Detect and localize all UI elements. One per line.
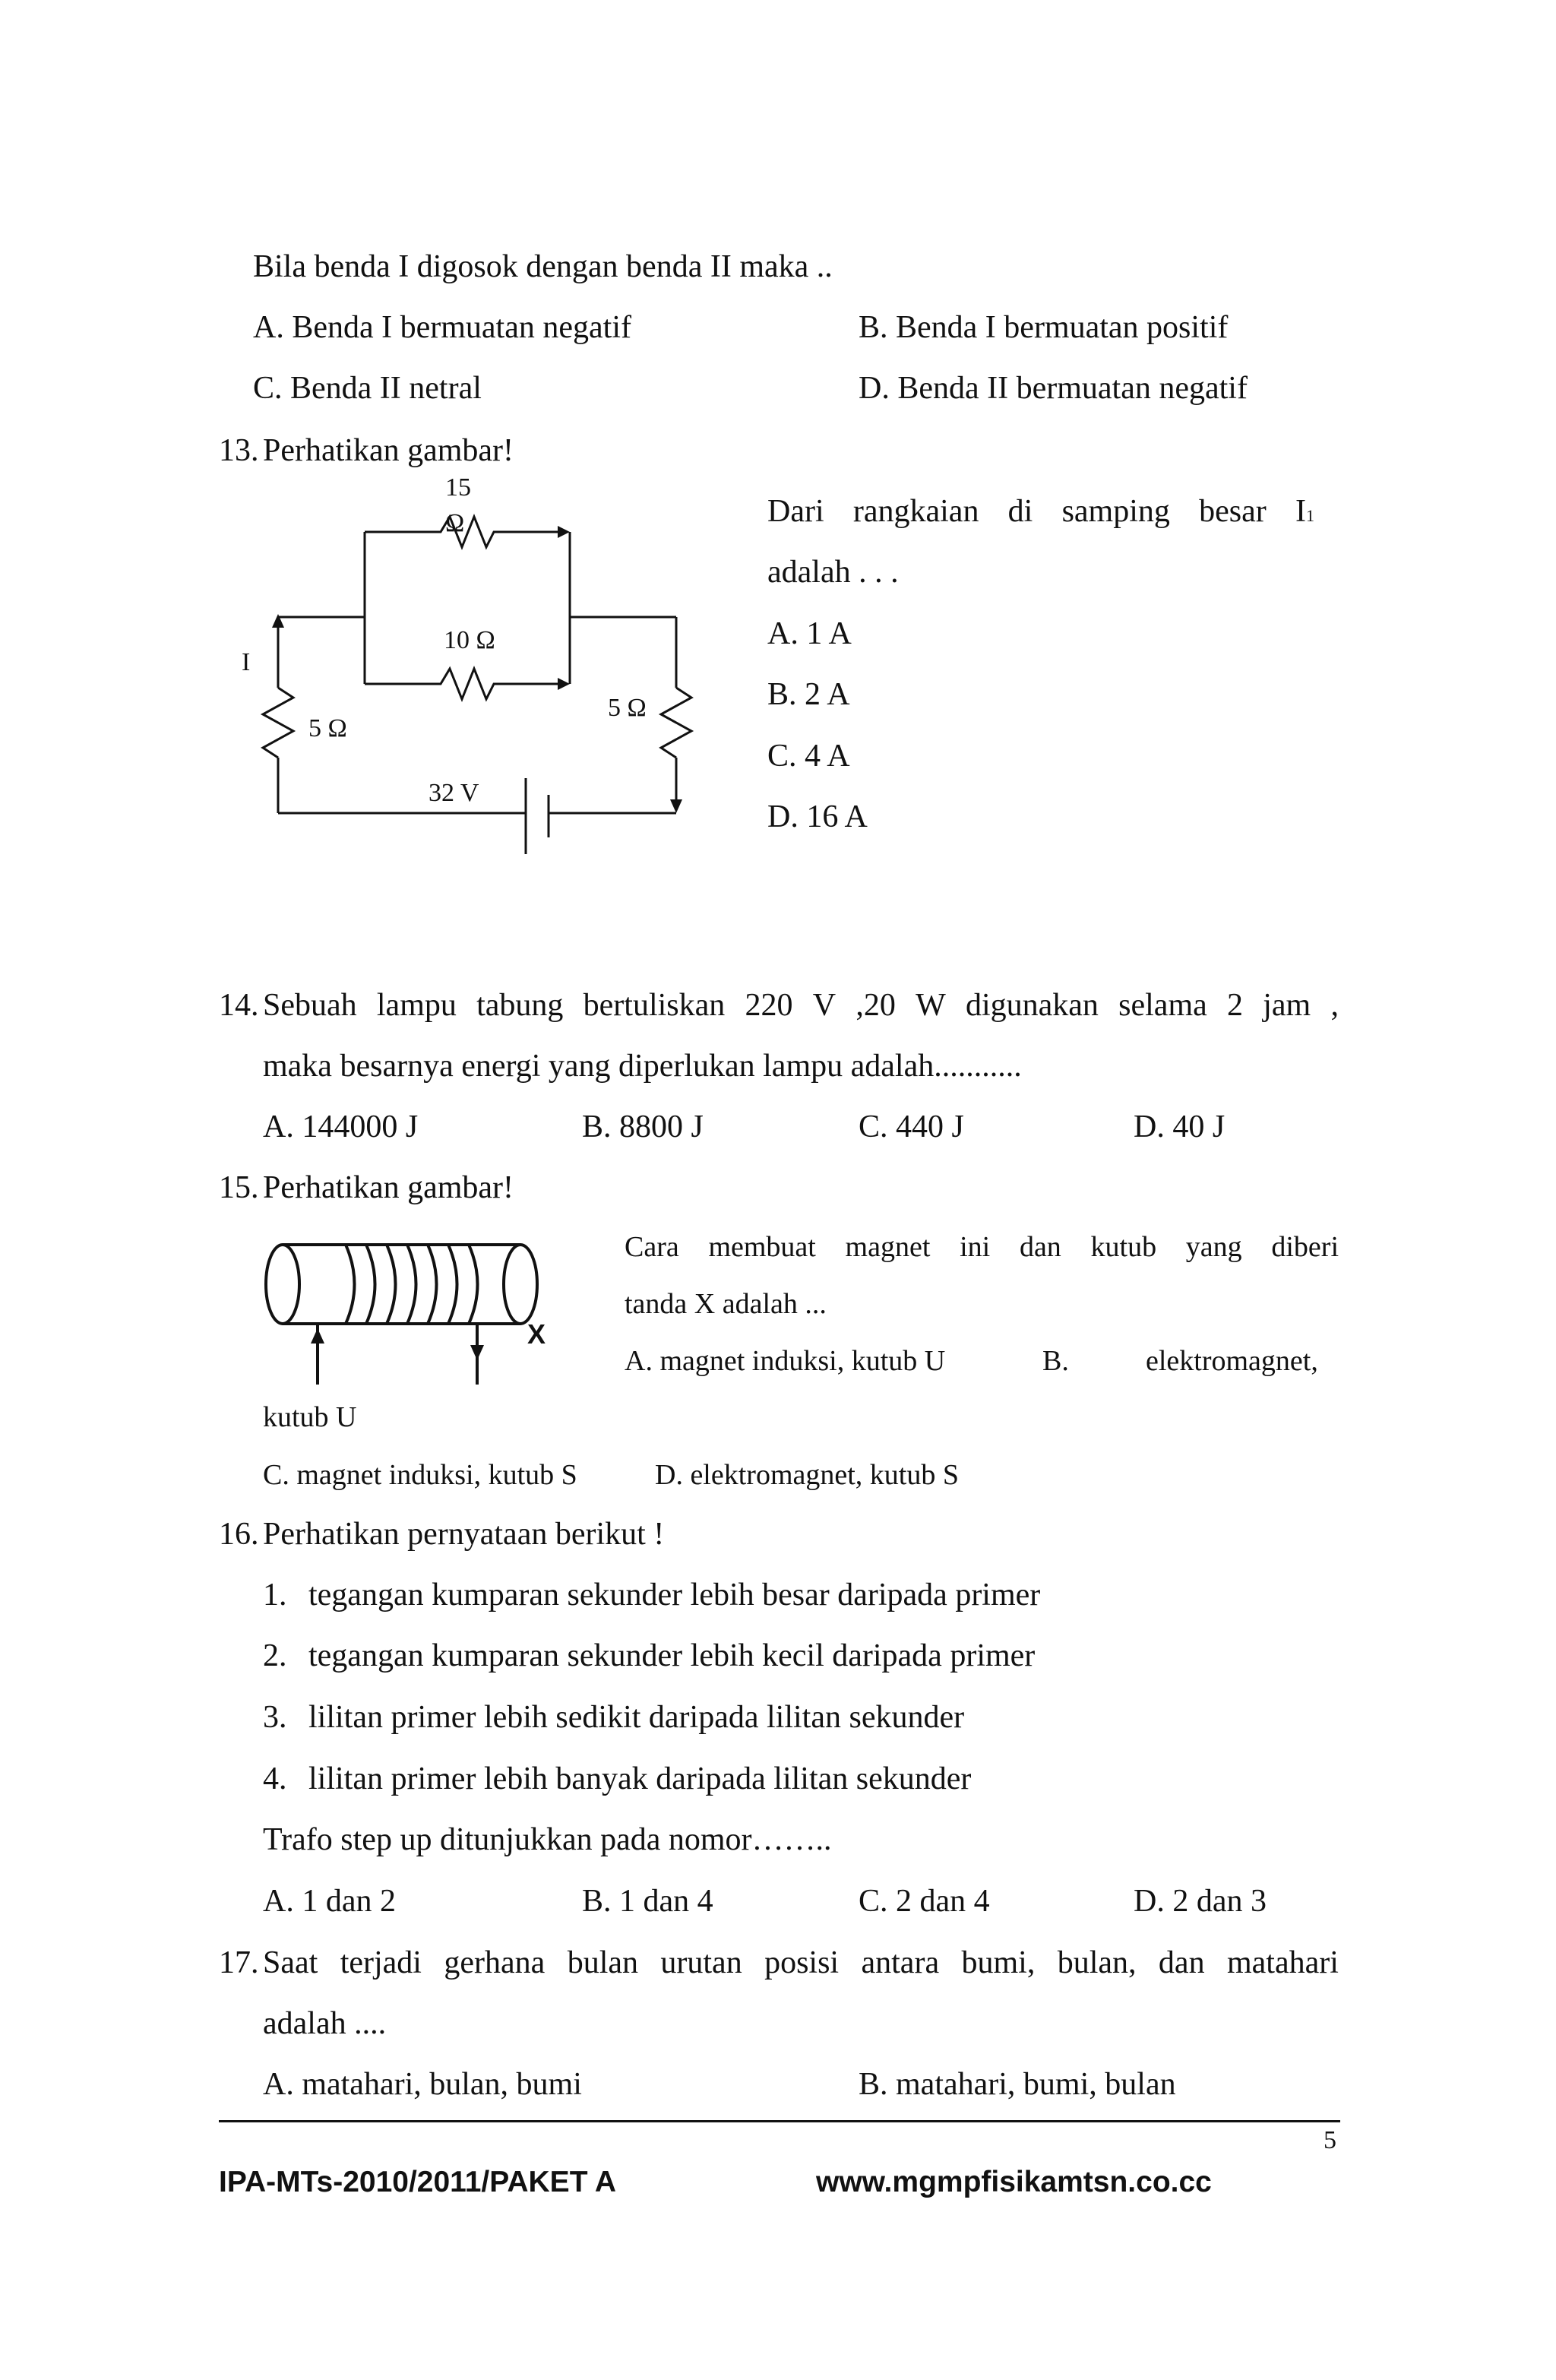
word: Cara <box>625 1231 679 1263</box>
word: kutub <box>1090 1231 1157 1263</box>
q13-label-ohm: Ω <box>445 509 465 537</box>
q15-option-d: D. elektromagnet, kutub S <box>655 1459 959 1491</box>
q13-prompt: Perhatikan gambar! <box>263 433 514 468</box>
word: dan <box>1158 1945 1205 1980</box>
word: samping <box>1061 494 1170 529</box>
q12-option-b: B. Benda I bermuatan positif <box>859 310 1229 345</box>
word: rangkaian <box>852 494 979 529</box>
q14-option-d: D. 40 J <box>1134 1109 1226 1144</box>
q13-option-a: A. 1 A <box>767 616 852 651</box>
q13-option-c: C. 4 A <box>767 739 850 774</box>
word: V <box>812 988 837 1023</box>
q15-desc-line2: tanda X adalah ... <box>625 1288 827 1320</box>
q16-statement-number: 3. <box>263 1700 287 1735</box>
coil-winding <box>346 1245 355 1324</box>
q16-statement-text: lilitan primer lebih banyak daripada lilitan sekunder <box>308 1761 972 1796</box>
q15-desc-line1 <box>625 1233 1339 1261</box>
arrow-down-icon <box>470 1345 484 1360</box>
q12-option-a: A. Benda I bermuatan negatif <box>253 310 631 345</box>
q12-stem: Bila benda I digosok dengan benda II maka .. <box>253 249 833 284</box>
q13-label-15: 15 <box>445 473 471 502</box>
word: Saat <box>263 1945 318 1980</box>
coil-winding <box>407 1245 416 1324</box>
q16-statement-number: 4. <box>263 1761 287 1796</box>
coil-winding <box>387 1245 396 1324</box>
word: bulan <box>567 1945 638 1980</box>
coil-winding <box>448 1245 457 1324</box>
q16-statement-number: 1. <box>263 1578 287 1613</box>
q14-option-a: A. 144000 J <box>263 1109 419 1144</box>
word: W <box>916 988 946 1023</box>
q14-number: 14. <box>219 988 259 1023</box>
current-subscript: 1 <box>1305 506 1314 525</box>
word: posisi <box>764 1945 840 1980</box>
current-symbol: I1 <box>1295 494 1314 529</box>
footer-right: www.mgmpfisikamtsn.co.cc <box>816 2166 1212 2198</box>
word: , <box>1330 988 1339 1023</box>
q16-question: Trafo step up ditunjukkan pada nomor…….. <box>263 1822 832 1857</box>
q13-label-right-5-ohm: 5 Ω <box>608 694 647 722</box>
word: ini <box>960 1231 991 1263</box>
q16-option-c: C. 2 dan 4 <box>859 1884 990 1919</box>
word: dan <box>1019 1231 1061 1263</box>
q14-option-b: B. 8800 J <box>582 1109 704 1144</box>
q14-option-c: C. 440 J <box>859 1109 964 1144</box>
word: Dari <box>767 494 824 529</box>
word: bertuliskan <box>583 988 726 1023</box>
coil-winding <box>428 1245 437 1324</box>
word: selama <box>1118 988 1207 1023</box>
word: antara <box>861 1945 940 1980</box>
q13-question-line2: adalah . . . <box>767 555 899 590</box>
arrow-up-icon <box>311 1328 324 1343</box>
word: urutan <box>660 1945 742 1980</box>
q15-option-b-text: elektromagnet, <box>1146 1345 1318 1377</box>
q17-option-b: B. matahari, bumi, bulan <box>859 2067 1176 2102</box>
q15-option-b-label: B. <box>1042 1345 1069 1377</box>
word: digunakan <box>965 988 1099 1023</box>
coil-winding <box>366 1245 375 1324</box>
word: bulan, <box>1057 1945 1137 1980</box>
q13-label-left-5-ohm: 5 Ω <box>308 714 347 742</box>
word: di <box>1007 494 1033 529</box>
word: matahari <box>1226 1945 1339 1980</box>
footer-left: IPA-MTs-2010/2011/PAKET A <box>219 2166 617 2198</box>
q15-option-a: A. magnet induksi, kutub U <box>625 1345 946 1377</box>
q16-option-a: A. 1 dan 2 <box>263 1884 396 1919</box>
q15-option-c: C. magnet induksi, kutub S <box>263 1459 577 1491</box>
word: yang <box>1185 1231 1242 1263</box>
q16-option-b: B. 1 dan 4 <box>582 1884 713 1919</box>
q16-number: 16. <box>219 1517 259 1552</box>
q16-statement-text: lilitan primer lebih sedikit daripada lilitan sekunder <box>308 1700 965 1735</box>
word: gerhana <box>444 1945 546 1980</box>
q16-prompt: Perhatikan pernyataan berikut ! <box>263 1517 665 1552</box>
q13-option-b: B. 2 A <box>767 677 850 712</box>
footer-divider <box>219 2120 1340 2122</box>
q16-option-d: D. 2 dan 3 <box>1134 1884 1267 1919</box>
q17-line2: adalah .... <box>263 2006 387 2041</box>
word: diberi <box>1271 1231 1339 1263</box>
page-number: 5 <box>1324 2126 1336 2154</box>
q12-option-c: C. Benda II netral <box>253 371 482 406</box>
word: bumi, <box>961 1945 1036 1980</box>
q13-label-current: I <box>242 648 251 676</box>
q13-label-battery: 32 V <box>429 779 479 807</box>
q17-number: 17. <box>219 1945 259 1980</box>
q13-label-10-ohm: 10 Ω <box>444 626 495 654</box>
word: terjadi <box>340 1945 422 1980</box>
word: tabung <box>476 988 564 1023</box>
q14-line2: maka besarnya energi yang diperlukan lampu adalah........... <box>263 1049 1022 1084</box>
word: Sebuah <box>263 988 357 1023</box>
coil-winding <box>469 1245 478 1324</box>
word: besar <box>1199 494 1267 529</box>
word: magnet <box>845 1231 931 1263</box>
word: membuat <box>708 1231 816 1263</box>
word: 2 <box>1226 988 1243 1023</box>
q15-figure-label-x: X <box>527 1318 546 1350</box>
q15-number: 15. <box>219 1170 259 1205</box>
q16-statement-number: 2. <box>263 1638 287 1673</box>
q17-option-a: A. matahari, bulan, bumi <box>263 2067 582 2102</box>
q16-statement-text: tegangan kumparan sekunder lebih kecil daripada primer <box>308 1638 1036 1673</box>
q15-prompt: Perhatikan gambar! <box>263 1170 514 1205</box>
q13-number: 13. <box>219 433 259 468</box>
q17-line1 <box>263 1947 1339 1979</box>
q12-option-d: D. Benda II bermuatan negatif <box>859 371 1248 406</box>
word: 220 <box>745 988 793 1023</box>
word: ,20 <box>855 988 896 1023</box>
q15-option-b-cont: kutub U <box>263 1401 357 1433</box>
q16-statement-text: tegangan kumparan sekunder lebih besar daripada primer <box>308 1578 1041 1613</box>
q13-option-d: D. 16 A <box>767 799 868 834</box>
word: lampu <box>376 988 457 1023</box>
word: jam <box>1263 988 1311 1023</box>
